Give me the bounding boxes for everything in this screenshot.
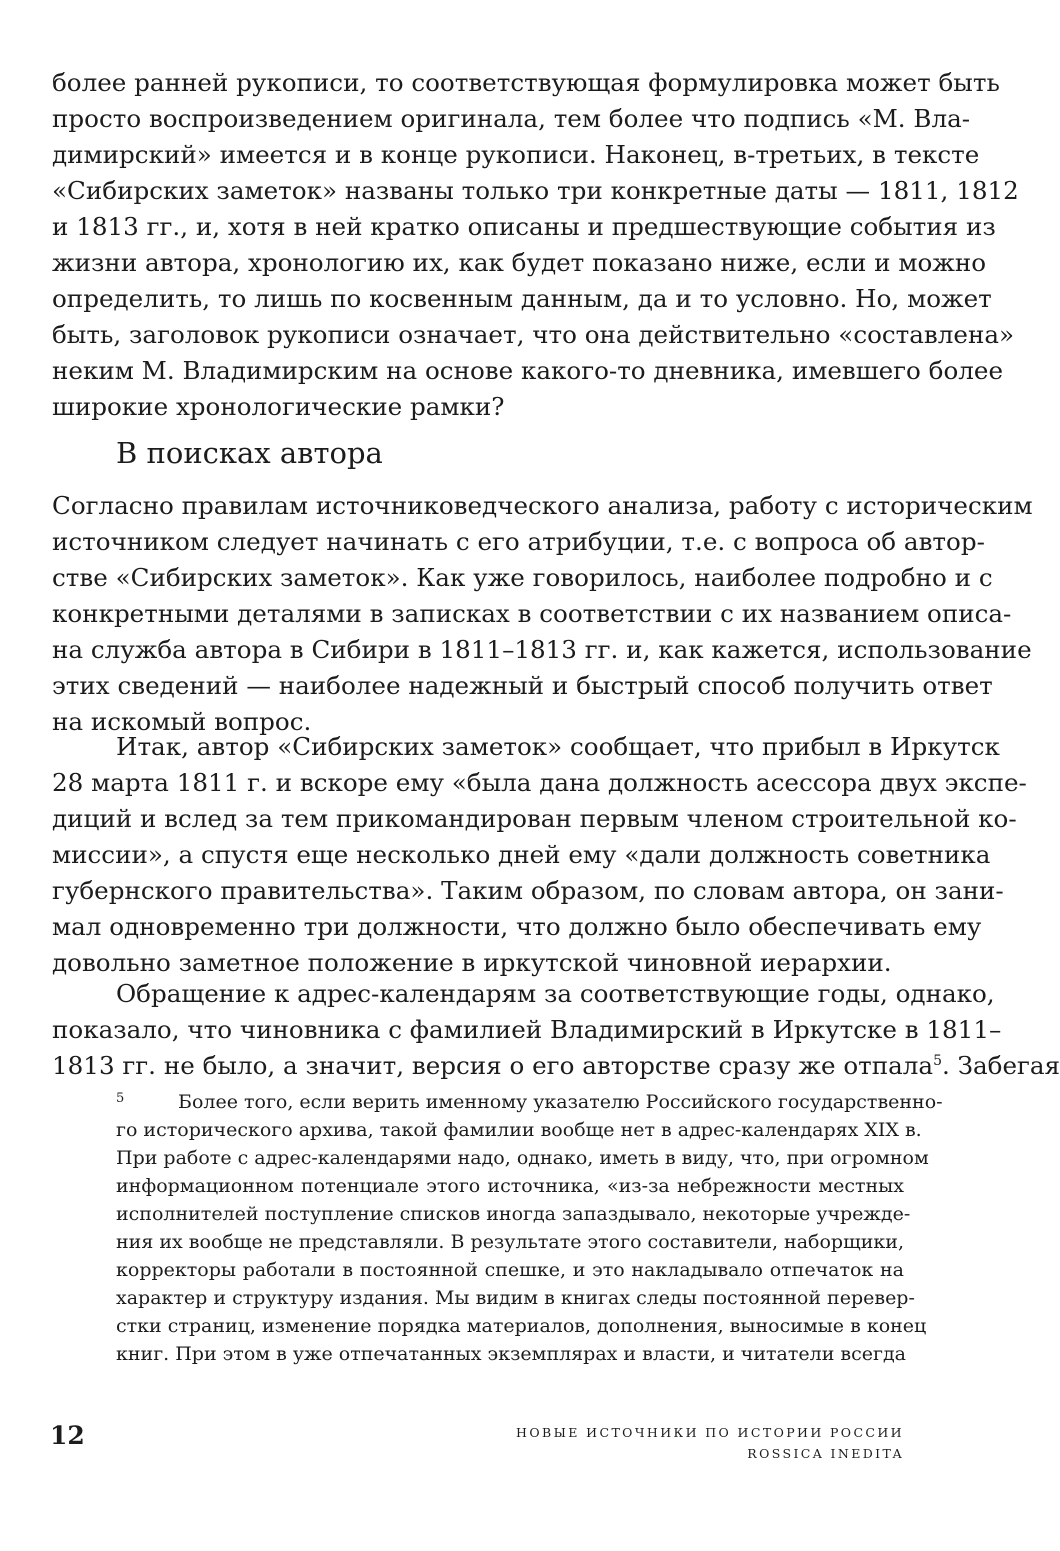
running-footer-subtitle: ROSSICA INEDITA [747,1446,904,1461]
text-line: довольно заметное положение в иркутской чиновной иерархии. [52,948,892,977]
text-line: губернского правительства». Таким образом, по словам автора, он зани- [52,876,1004,905]
text-line: 28 марта 1811 г. и вскоре ему «была дана должность асессора двух экспе- [52,768,1027,797]
footnote-line: Более того, если верить именному указателю Российского государственно- [178,1091,943,1113]
text-line: «Сибирских заметок» названы только три конкретные даты — 1811, 1812 [52,176,1019,205]
footnote-reference[interactable]: 5 [933,1053,943,1069]
text-line: конкретными деталями в записках в соответствии с их названием описа- [52,599,1012,628]
footnote-line: книг. При этом в уже отпечатанных экземплярах и власти, и читатели всегда [116,1343,906,1365]
footnote-line: го исторического архива, такой фамилии вообще нет в адрес-календарях XIX в. [116,1119,922,1141]
running-footer-title: НОВЫЕ ИСТОЧНИКИ ПО ИСТОРИИ РОССИИ [516,1425,904,1440]
text-line: более ранней рукописи, то соответствующая формулировка может быть [52,68,1000,97]
text-line: быть, заголовок рукописи означает, что она действительно «составлена» [52,320,1015,349]
text-line: Итак, автор «Сибирских заметок» сообщает, что прибыл в Иркутск [116,732,1000,761]
footnote-line: ния их вообще не представляли. В результате этого составители, наборщики, [116,1231,904,1253]
text-line: широкие хронологические рамки? [52,392,505,421]
text-line: стве «Сибирских заметок». Как уже говорилось, наиболее подробно и с [52,563,993,592]
text-line: мал одновременно три должности, что должно было обеспечивать ему [52,912,982,941]
text-line: на искомый вопрос. [52,707,312,736]
footnote-line: исполнителей поступление списков иногда запаздывало, некоторые учрежде- [116,1203,911,1225]
text-line: на служба автора в Сибири в 1811–1813 гг. и, как кажется, использование [52,635,1032,664]
text-line: неким М. Владимирским на основе какого-то дневника, имевшего более [52,356,1004,385]
text-line: диций и вслед за тем прикомандирован первым членом строительной ко- [52,804,1017,833]
text-line: показало, что чиновника с фамилией Владимирский в Иркутске в 1811– [52,1015,1002,1044]
footnote-line: информационном потенциале этого источника, «из-за небрежности местных [116,1175,904,1197]
footnote-line: стки страниц, изменение порядка материалов, дополнения, выносимые в конец [116,1315,927,1337]
footnote-line: характер и структуру издания. Мы видим в книгах следы постоянной перевер- [116,1287,915,1309]
text-line: жизни автора, хронологию их, как будет показано ниже, если и можно [52,248,987,277]
text-line: просто воспроизведением оригинала, тем более что подпись «М. Вла- [52,104,971,133]
page-number: 12 [50,1421,85,1450]
text-line: источником следует начинать с его атрибуции, т.е. с вопроса об автор- [52,527,985,556]
text-line: Согласно правилам источниковедческого анализа, работу с историческим [52,491,1033,520]
text-line: этих сведений — наиболее надежный и быстрый способ получить ответ [52,671,993,700]
text-line: определить, то лишь по косвенным данным, да и то условно. Но, может [52,284,992,313]
footnote-line: корректоры работали в постоянной спешке, и это накладывало отпечаток на [116,1259,904,1281]
text-line: Обращение к адрес-календарям за соответствующие годы, однако, [116,979,995,1008]
text-line [52,1048,1060,1084]
text-run: 1813 гг. не было, а значит, версия о его авторстве сразу же отпала [52,1051,934,1080]
footnote-line: При работе с адрес-календарями надо, однако, иметь в виду, что, при огромном [116,1147,929,1169]
text-line: и 1813 гг., и, хотя в ней кратко описаны и предшествующие события из [52,212,996,241]
footnote-marker: 5 [116,1091,125,1106]
text-line: димирский» имеется и в конце рукописи. Наконец, в-третьих, в тексте [52,140,980,169]
text-run: . Забегая [942,1051,1060,1080]
section-heading: В поисках автора [116,436,383,470]
text-line: миссии», а спустя еще несколько дней ему «дали должность советника [52,840,991,869]
